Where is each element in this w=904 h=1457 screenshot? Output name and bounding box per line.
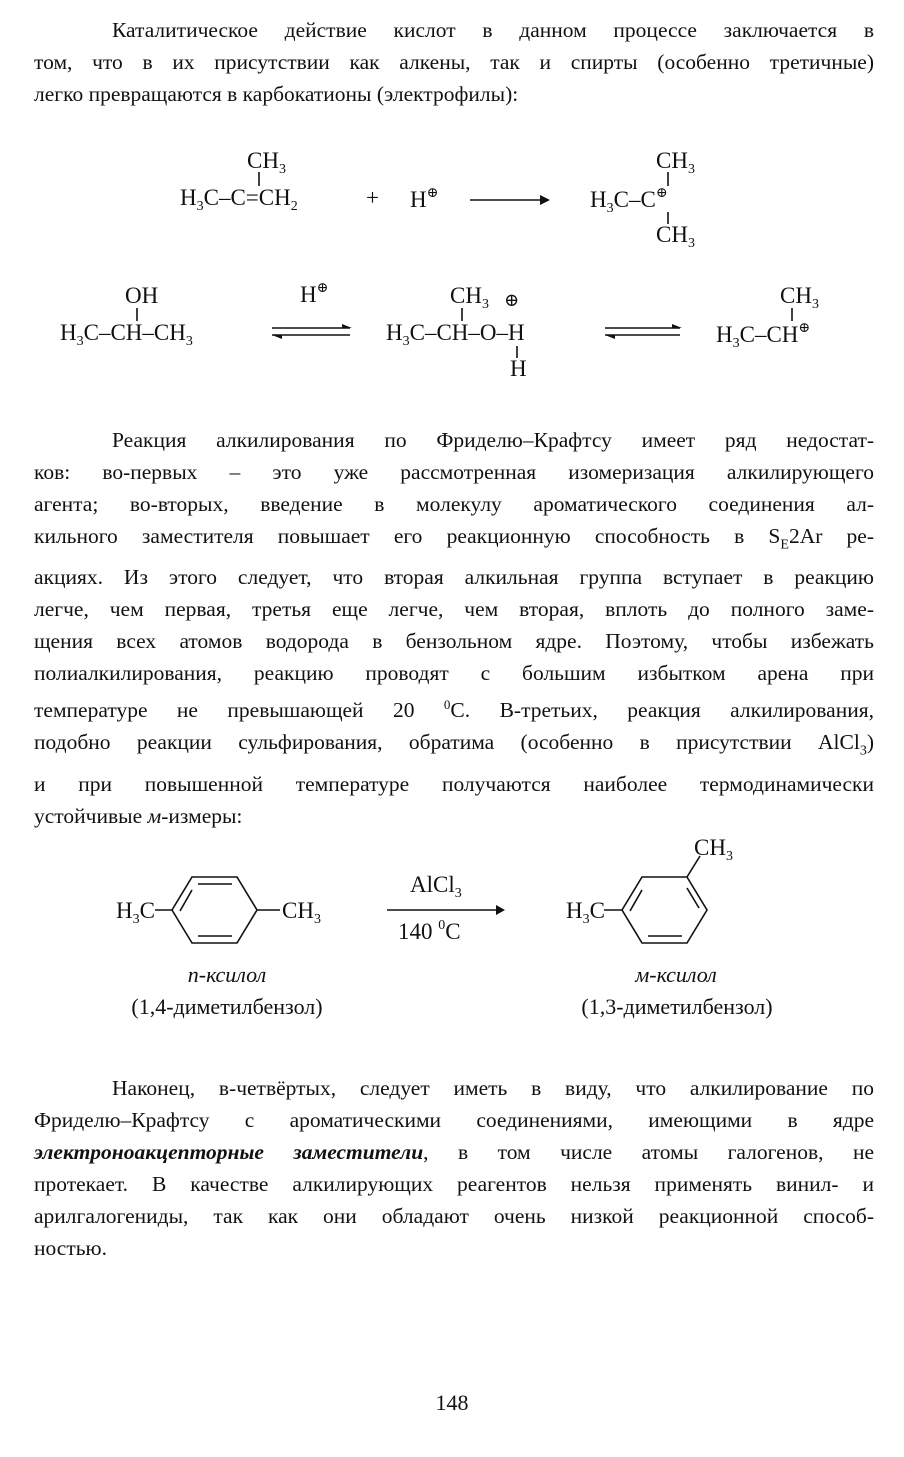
positive-charge: ⊕ bbox=[504, 290, 520, 310]
arrow-head bbox=[672, 324, 682, 328]
methyl-label: $CH_3$ bbox=[247, 148, 286, 177]
methyl-substituent: $H_3C$ bbox=[566, 898, 605, 927]
catalyst-label: H⊕ bbox=[300, 281, 329, 307]
text-line: том, что в их присутствии как алкены, так и спирты (особенно третичные) bbox=[34, 50, 874, 74]
para-xylene-name: п-ксилол bbox=[187, 962, 267, 987]
text-line: ков: во-первых – это уже рассмотренная изомеризация алкилирующего bbox=[34, 460, 874, 484]
oxonium-formula: $H_3C-CH-O-H$ bbox=[386, 320, 525, 349]
arrow-head bbox=[540, 195, 550, 205]
isopropyl-cation-formula: $H_3C-CH^\oplus$ bbox=[716, 321, 811, 351]
bond-line bbox=[687, 856, 700, 877]
text-line: протекает. В качестве алкилирующих реагентов нельзя применять винил- и bbox=[34, 1172, 874, 1196]
text-line: Реакция алкилирования по Фриделю–Крафтсу имеет ряд недостат- bbox=[112, 428, 874, 452]
proton-label: H⊕ bbox=[410, 186, 439, 212]
text-line: ностью. bbox=[34, 1236, 107, 1260]
methyl-substituent: $H_3C$ bbox=[116, 898, 155, 927]
text-line: легко превращаются в карбокатионы (электрофилы): bbox=[34, 82, 519, 106]
hydroxyl-label: OH bbox=[125, 283, 159, 308]
text-line: арилгалогениды, так как они обладают очень низкой реакционной способ- bbox=[34, 1204, 874, 1228]
meta-xylene-systematic-name: (1,3-диметилбензол) bbox=[581, 994, 773, 1019]
isobutylene-formula: $H_3C-C=CH_2$ bbox=[180, 185, 298, 214]
text-line: акциях. Из этого следует, что вторая алкильная группа вступает в реакцию bbox=[34, 565, 874, 590]
text-line: щения всех атомов водорода в бензольном ядре. Поэтому, чтобы избежать bbox=[34, 629, 874, 654]
tert-butyl-cation-formula: $H_3C-C^\oplus$ bbox=[590, 186, 668, 216]
methyl-substituent: $CH_3$ bbox=[282, 898, 321, 927]
text-line: легче, чем первая, третья еще легче, чем вторая, вплоть до полного заме- bbox=[34, 597, 874, 622]
methyl-label: $CH_3$ bbox=[656, 222, 695, 251]
meta-xylene-name: м-ксилол bbox=[635, 962, 717, 987]
plus-sign: + bbox=[366, 185, 379, 210]
page-number: 148 bbox=[435, 1390, 469, 1415]
double-bond bbox=[687, 888, 699, 908]
para-xylene-systematic-name: (1,4-диметилбензол) bbox=[131, 994, 323, 1019]
text-line: устойчивые м-измеры: bbox=[34, 803, 243, 828]
arrow-head bbox=[496, 905, 505, 915]
text-line: Наконец, в-четвёртых, следует иметь в виду, что алкилирование по bbox=[112, 1076, 874, 1100]
methyl-label: $CH_3$ bbox=[450, 283, 489, 312]
methyl-label: $CH_3$ bbox=[780, 283, 819, 312]
condition-label: 140 $^0$C bbox=[398, 918, 461, 944]
text-line: Фриделю–Крафтсу с ароматическими соединениями, имеющими в ядре bbox=[34, 1108, 874, 1132]
isopropanol-formula: $H_3C-CH-CH_3$ bbox=[60, 320, 193, 349]
benzene-ring bbox=[172, 877, 257, 943]
text-line: электроноакцепторные заместители, в том числе атомы галогенов, не bbox=[34, 1140, 874, 1164]
hydrogen-label: H bbox=[510, 356, 527, 381]
text-line: полиалкилирования, реакцию проводят с большим избытком арена при bbox=[34, 661, 874, 686]
reagent-label: AlCl$_3$ bbox=[410, 872, 462, 901]
benzene-ring bbox=[622, 877, 707, 943]
text-line: Каталитическое действие кислот в данном процессе заключается в bbox=[112, 18, 874, 42]
text-line: агента; во-вторых, введение в молекулу ароматического соединения ал- bbox=[34, 492, 874, 516]
text-line: кильного заместителя повышает его реакционную способность в $S_E2Ar$ ре- bbox=[34, 524, 874, 553]
text-line: температуре не превышающей 20 $^0$C. В-третьих, реакция алкилирования, bbox=[34, 697, 874, 723]
arrow-head bbox=[342, 324, 352, 328]
methyl-label: $CH_3$ bbox=[656, 148, 695, 177]
text-line: подобно реакции сульфирования, обратима (особенно в присутствии AlCl$_3$) bbox=[34, 730, 874, 759]
text-line: и при повышенной температуре получаются наиболее термодинамически bbox=[34, 771, 874, 796]
methyl-substituent: $CH_3$ bbox=[694, 835, 733, 864]
